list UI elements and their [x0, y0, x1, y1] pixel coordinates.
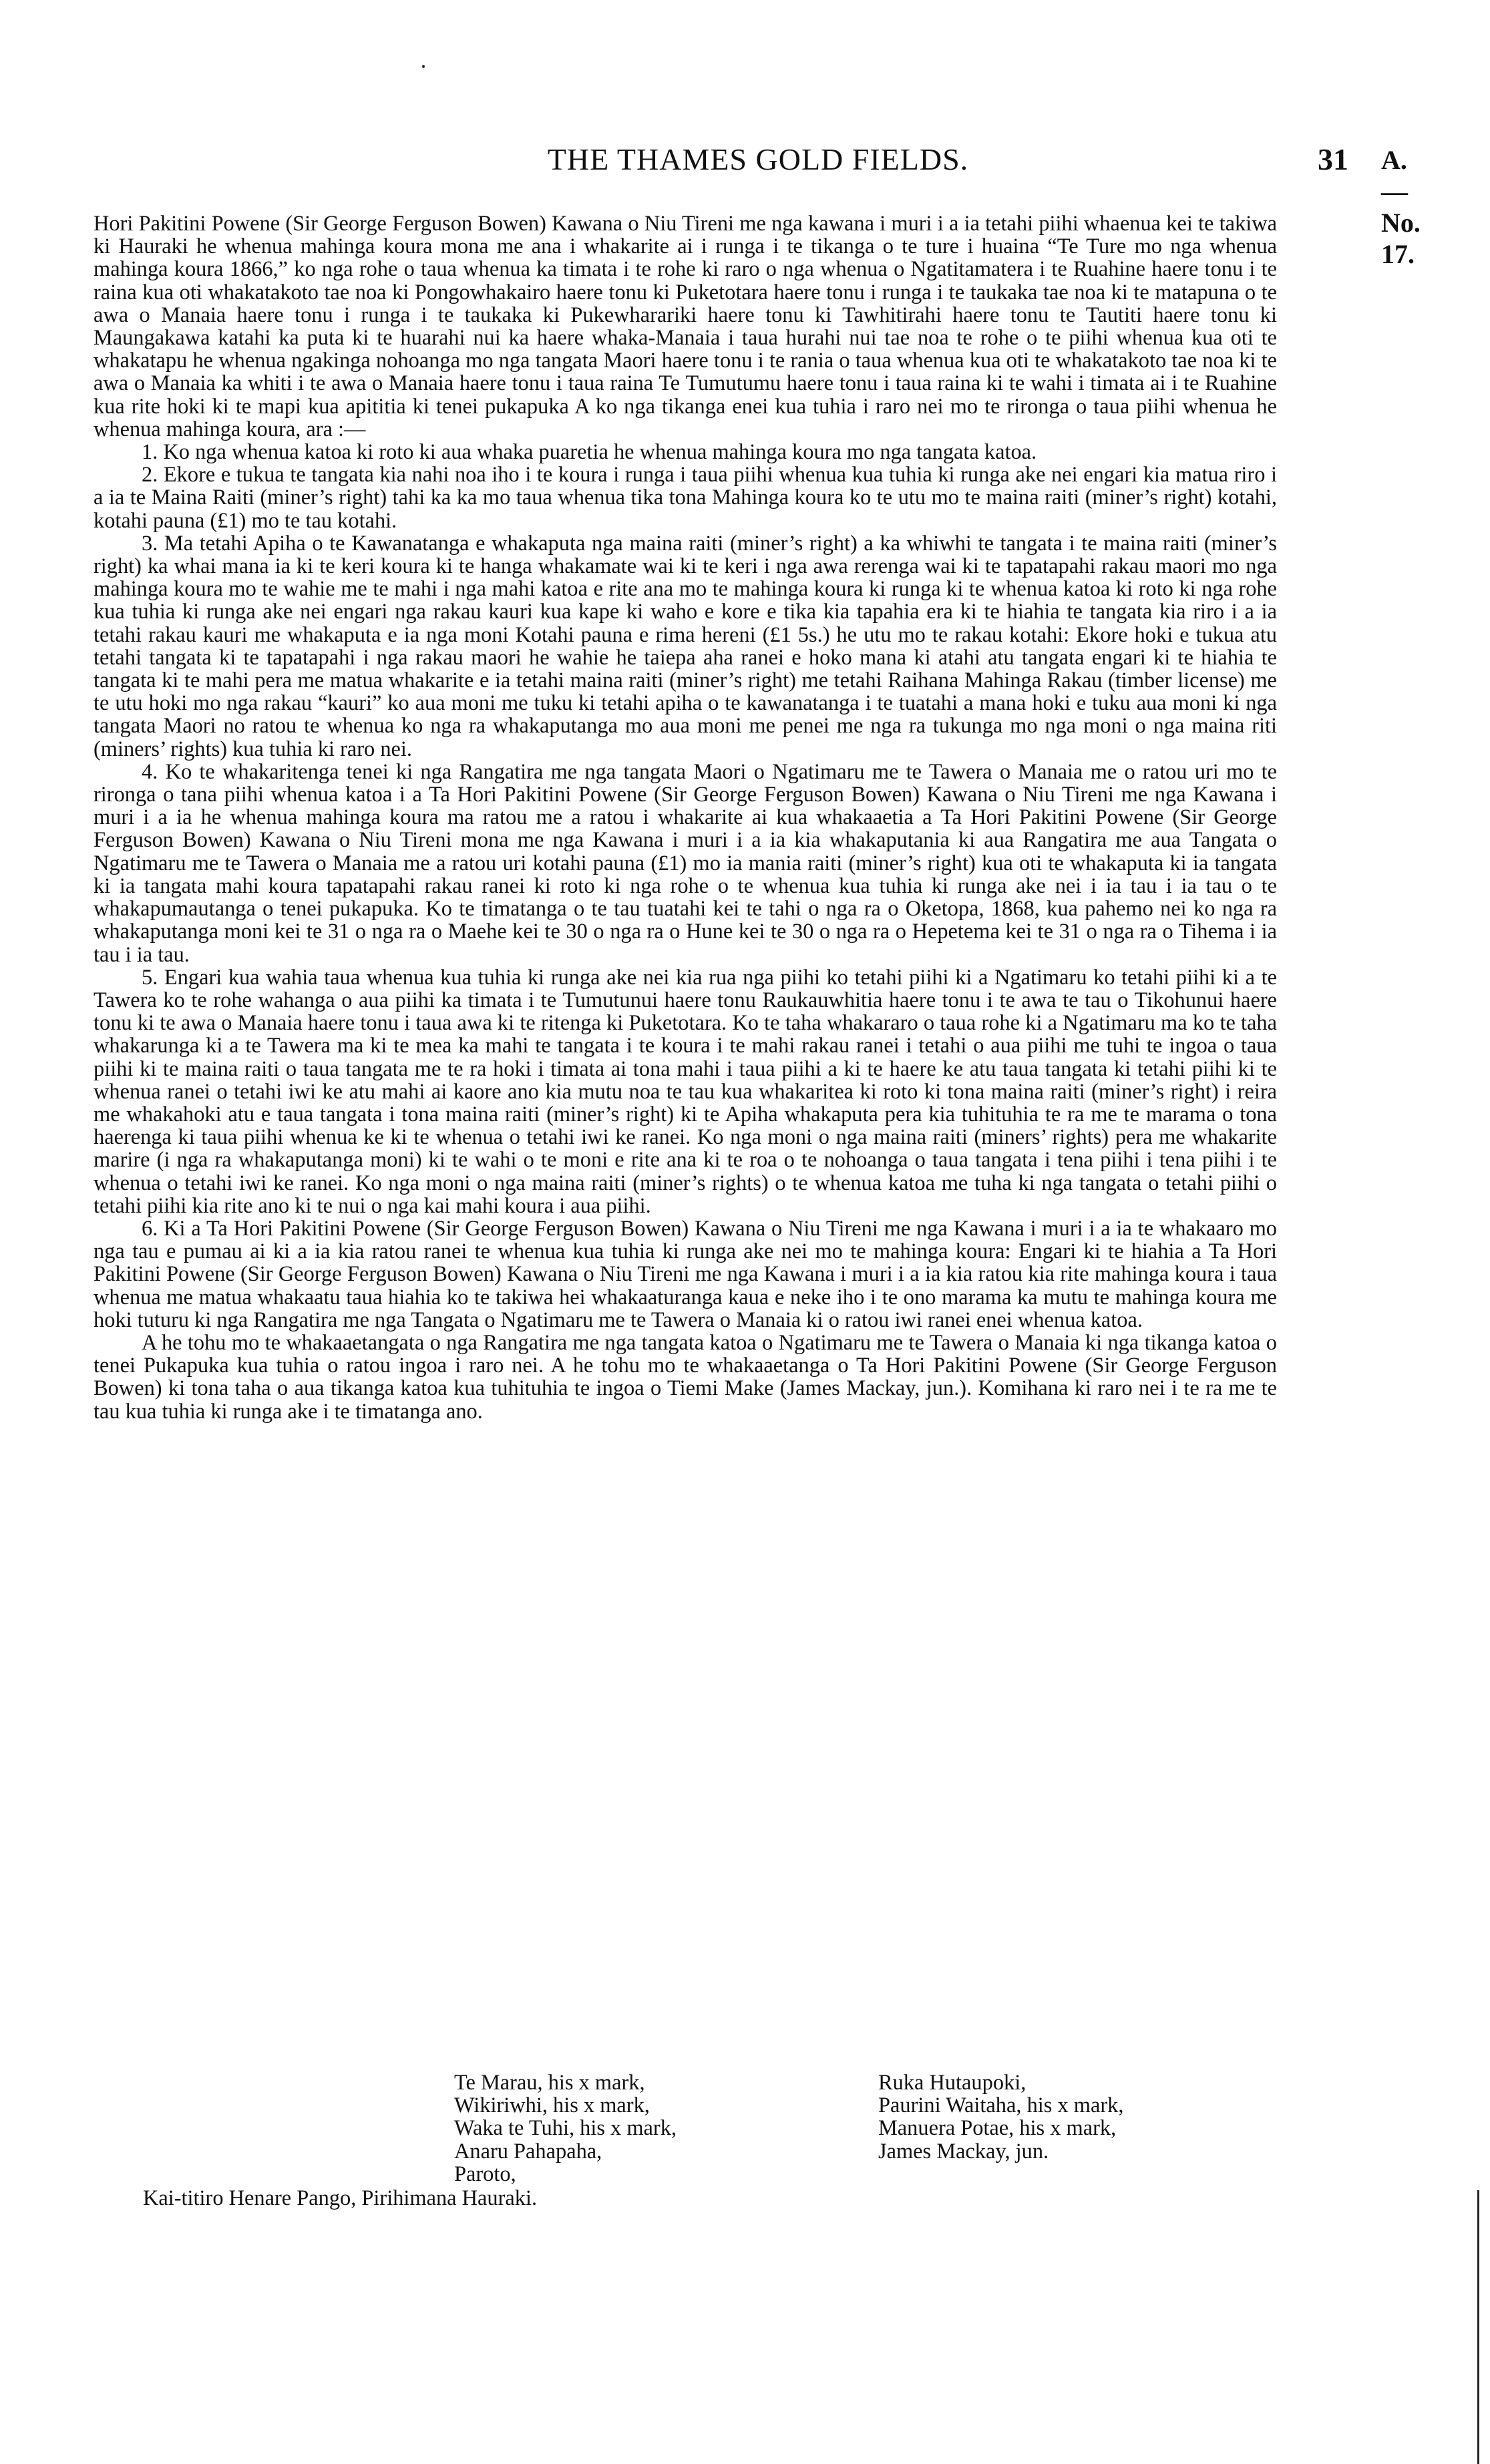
attestation-paragraph: A he tohu mo te whakaaetangata o nga Rangatira me nga tangata katoa o Ngatimaru me te Tawera o Manaia ki nga tikanga katoa o tenei Pukapuka kua tuhia o ratou ingoa i raro nei. A he tohu mo te whakaaetanga o Ta Hori Pakitini Powene (Sir George Ferguson Bowen) ki tona taha o aua tikanga katoa kua tuhituhia te ingoa o Tiemi Make (James Mackay, jun.). Komihana ki raro nei i te ra me te tau kua tuhia ki runga ake i te timatanga ano. [94, 1330, 1277, 1424]
signatory: Paurini Waitaha, his x mark, [878, 2093, 1124, 2118]
signatory: Wikiriwhi, his x mark, [454, 2093, 650, 2118]
signatory: Ruka Hutaupoki, [878, 2071, 1027, 2095]
document-series-number: A.—No. 17. [1381, 145, 1421, 269]
witness-line: Kai-titiro Henare Pango, Pirihimana Hauraki. [143, 2186, 538, 2210]
signatories-right [878, 2071, 1123, 2163]
document-body [94, 212, 1277, 1423]
signatory: James Mackay, jun. [878, 2139, 1049, 2164]
signatory: Manuera Potae, his x mark, [878, 2116, 1117, 2141]
clause-2: 2. Ekore e tukua te tangata kia nahi noa iho i te koura i runga i taua piihi whenua kua tuhia ki runga ake nei engari kia matua riro i a ia te Maina Raiti (miner’s right) tahi ka ka mo taua whenua tika tona Mahinga koura ko te utu mo te maina raiti (miner’s right) kotahi, kotahi pauna (£1) mo te tau kotahi. [94, 463, 1277, 533]
signatories-left [454, 2071, 677, 2186]
clause-1: 1. Ko nga whenua katoa ki roto ki aua whaka puaretia he whenua mahinga koura mo nga tangata katoa. [142, 440, 1037, 465]
print-speck [422, 65, 425, 68]
page-number: 31 [1318, 142, 1348, 176]
signatory: Waka te Tuhi, his x mark, [454, 2116, 677, 2141]
signatory: Te Marau, his x mark, [454, 2071, 645, 2095]
page-title: THE THAMES GOLD FIELDS. [547, 142, 969, 176]
page-header [94, 142, 1423, 269]
clause-3: 3. Ma tetahi Apiha o te Kawanatanga e whakaputa nga maina raiti (miner’s right) a ka whiwhi te tangata i te maina raiti (miner’s right) ka whai mana ia ki te keri koura ki te hanga whakamate wai ki te keri i nga awa rerenga wai ki te tapatapahi rakau maori mo nga mahinga koura mo te wahie me te mahi i nga mahi katoa e rite ana mo te mahinga koura ki runga ki te whenua katoa ki roto ki nga rohe kua tuhia ki runga ake nei engari nga rakau kauri kua kape ki waho e kore e tika kia tapahia era ki te hiahia te tangata kia riro i a ia tetahi rakau kauri me whakaputa e ia nga moni Kotahi pauna e rima hereni (£1 5s.) he utu mo te rakau kotahi: Ekore hoki e tukua atu tetahi tangata ki te tapatapahi i nga rakau maori he wahie he taiepa aha ranei e hoko mana ki atahi atu tangata engari ki te hiahia te tangata ki te mahi pera me matua whakarite e ia tetahi maina raiti (miner’s right) me tetahi Raihana Mahinga Rakau (timber license) me te utu hoki mo nga rakau “kauri” ko aua moni me tuku ki tetahi apiha o te kawanatanga i te tuatahi a mana hoki e tuku aua moni ki nga tangata Maori no ratou te whenua ko nga ra whakaputanga mo aua moni me penei me nga ra tukunga mo nga moni o nga maina riti (miners’ rights) kua tuhia ki raro nei. [94, 531, 1277, 761]
signatory: Anaru Pahapaha, [454, 2139, 602, 2164]
intro-paragraph: Hori Pakitini Powene (Sir George Ferguson Bowen) Kawana o Niu Tireni me nga kawana i muri i a ia tetahi piihi whaenua kei te takiwa ki Hauraki he whenua mahinga koura mona me ana i whakarite ai i runga i te tikanga o te ture i huaina “Te Ture mo nga whenua mahinga koura 1866,” ko nga rohe o taua whenua ka timata i te rohe ki raro o nga whenua o Ngatitamatera i te Ruahine haere tonu i te raina kua oti whakatakoto tae noa ki Pongowhakairo haere tonu ki Puketotara haere tonu i runga i te taukaka tae noa ki te matapuna o te awa o Manaia haere tonu i runga i te taukaka ki Pukewharariki haere tonu ki Tawhitirahi haere tonu te Tautiti haere tonu ki Maungakawa katahi ka puta ki te huarahi nui ka haere whaka-Manaia i taua hurahi nui tae noa te rohe o te piihi whenua kua oti te whakatapu he whenua ngakinga nohoanga mo nga tangata Maori haere tonu i te rania o taua whenua kua oti te whakatakoto tae noa ki te awa o Manaia ka whiti i te awa o Manaia haere tonu i taua raina Te Tumutumu haere tonu i taua raina ki te wahi i timata ai i te Ruahine kua rite hoki ki te mapi kua apititia ki tenei pukapuka A ko nga tikanga enei kua tuhia i raro nei mo te rironga o taua piihi whenua he whenua mahinga koura, ara :— [94, 212, 1277, 441]
clause-4: 4. Ko te whakaritenga tenei ki nga Rangatira me nga tangata Maori o Ngatimaru me te Tawera o Manaia me o ratou uri mo te rironga o tana piihi whenua katoa i a Ta Hori Pakitini Powene (Sir George Ferguson Bowen) Kawana o Niu Tireni me nga Kawana i muri i a ia he whenua mahinga koura ma ratou me a ratou i whakarite ai kua whakaaetia a Ta Hori Pakitini Powene (Sir George Ferguson Bowen) Kawana o Niu Tireni mona me nga Kawana i muri i a ia kia whakaputania ki aua Rangatira me aua Tangata o Ngatimaru me te Tawera o Manaia me a ratou uri kotahi pauna (£1) mo ia mania raiti (miner’s right) kua oti te whakaputa ki ia tangata ki ia tangata mahi koura tapatapahi rakau ranei ki roto ki nga rohe o te whenua kua tuhia ki runga ake nei i ia tau i ia tau o te whakapumautanga o tenei pukapuka. Ko te timatanga o te tau tuatahi kei te tahi o nga ra o Oketopa, 1868, kua pahemo nei ko nga ra whakaputanga moni kei te 31 o nga ra o Maehe kei te 30 o nga ra o Hune kei te 30 o nga ra o Hepetema kei te 31 o nga ra o Tihema i ia tau i ia tau. [94, 759, 1277, 967]
clause-5: 5. Engari kua wahia taua whenua kua tuhia ki runga ake nei kia rua nga piihi ko tetahi piihi ki a Ngatimaru ko tetahi piihi ki a te Tawera ko te rohe wahanga o aua piihi ka timata i te Tumutunui haere tonu Raukauwhitia haere tonu i te awa te tau o Tikohunui haere tonu ki te awa o Manaia haere tonu i taua awa ki te ritenga ki Puketotara. Ko te taha whakararo o taua rohe ki a Ngatimaru ma ko te taha whakarunga ki a te Tawera ma ki te mea ka mahi te tangata i te koura i te mahi rakau ranei i tetahi o aua piihi me tuhi te ingoa o taua piihi ki te maina raiti o taua tangata me te ra hoki i timata ai tona mahi i taua piihi a ki te haere ke atu taua tangata ki tetahi piihi ki te whenua ranei o tetahi iwi ke atu mahi ai kaore ano kia mutu noa te tau kua whakaritea ki roto ki tona maina raiti (miner’s right) i reira me whakahoki atu e taua tangata i tona maina raiti (miner’s right) ki te Apiha whakaputa pera kia tuhituhia te ra me te marama o tona haerenga ki taua piihi whenua ke ki te whenua o tetahi iwi ke ranei. Ko nga moni o nga maina raiti (miners’ rights) pera me whakarite marire (i nga ra whakaputanga moni) ki te wahi o te moni e rite ana ki te roa o te nohoanga o taua tangata i tena piihi i tena piihi i te whenua o tetahi iwi ke ranei. Ko nga moni o nga maina raiti (miner’s rights) o te whenua katoa me tuha ki nga tangata o tetahi piihi o tetahi piihi kia rite ano ki te nui o nga kai mahi koura i aua piihi. [94, 965, 1277, 1218]
page-edge-rule [1477, 2190, 1479, 2464]
signatory: Paroto, [454, 2162, 516, 2186]
clause-6: 6. Ki a Ta Hori Pakitini Powene (Sir George Ferguson Bowen) Kawana o Niu Tireni me nga Kawana i muri i a ia te whakaaro mo nga tau e pumau ai ki a ia kia ratou ranei te whenua kua tuhia ki runga ake nei mo te mahinga koura: Engari ki te hiahia a Ta Hori Pakitini Powene (Sir George Ferguson Bowen) Kawana o Niu Tireni me nga Kawana i muri i a ia kia ratou kia rite mahinga koura i taua whenua me matua whakaatu taua hiahia ko te takiwa hei whakaaturanga kaua e neke iho i te ono marama ka mutu te mahinga koura me hoki tuturu ki nga Rangatira me nga Tangata o Ngatimaru me te Tawera o Manaia ki o ratou iwi ranei enei whenua katoa. [94, 1216, 1277, 1332]
